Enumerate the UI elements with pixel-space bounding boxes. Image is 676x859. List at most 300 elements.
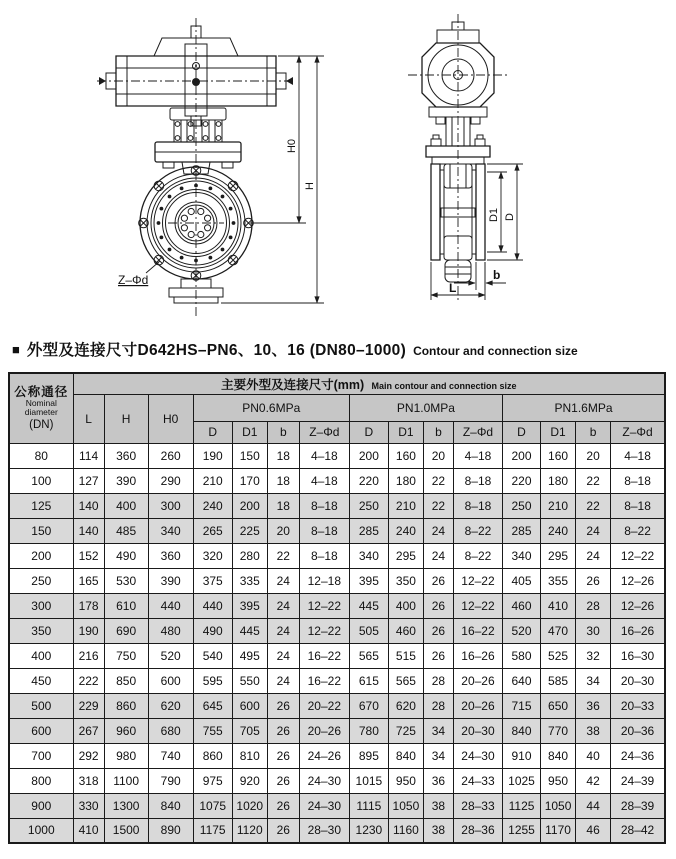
cell-dimension-value: 26: [267, 718, 299, 743]
cell-dimension-value: 1050: [388, 793, 423, 818]
cell-dimension-value: 22: [267, 543, 299, 568]
cell-dimension-value: 445: [232, 618, 267, 643]
cell-dimension-value: 330: [73, 793, 104, 818]
table-row: [9, 743, 665, 768]
cell-dimension-value: 12–22: [299, 593, 349, 618]
cell-dimension-value: 480: [148, 618, 193, 643]
dimension-table-body: [9, 443, 665, 843]
cell-dimension-value: 755: [193, 718, 232, 743]
cell-dimension-value: 140: [73, 518, 104, 543]
cell-dimension-value: 410: [541, 593, 576, 618]
cell-dimension-value: 16–22: [299, 668, 349, 693]
cell-dimension-value: 28: [423, 693, 453, 718]
group-header-pn16: PN1.6MPa: [503, 394, 666, 421]
cell-dimension-value: 28–36: [453, 818, 502, 843]
cell-dimension-value: 620: [148, 693, 193, 718]
sub-header-d: D: [349, 421, 388, 443]
cell-dimension-value: 860: [193, 743, 232, 768]
cell-dimension-value: 1020: [232, 793, 267, 818]
cell-dimension-value: 615: [349, 668, 388, 693]
cell-dimension-value: 22: [576, 468, 611, 493]
cell-dimension-value: 360: [148, 543, 193, 568]
cell-dimension-value: 12–22: [453, 568, 502, 593]
span-header-zh: 主要外型及连接尺寸(mm): [221, 377, 365, 392]
cell-dimension-value: 250: [503, 493, 541, 518]
cell-dimension-value: 470: [541, 618, 576, 643]
cell-dimension-value: 395: [349, 568, 388, 593]
cell-dimension-value: 8–18: [453, 493, 502, 518]
nominal-diameter-zh: 公称通径: [14, 384, 69, 399]
valve-side-view: [408, 14, 508, 302]
cell-dimension-value: 1025: [503, 768, 541, 793]
nominal-diameter-unit: (DN): [29, 418, 54, 431]
cell-dimension-value: 690: [104, 618, 148, 643]
cell-dimension-value: 12–26: [611, 568, 665, 593]
cell-dimension-value: 20–33: [611, 693, 665, 718]
dim-label-d: D: [504, 213, 516, 221]
cell-dimension-value: 34: [423, 718, 453, 743]
main-dimensions-span-header: [73, 373, 665, 394]
cell-dimension-value: 515: [388, 643, 423, 668]
cell-dimension-value: 20–30: [611, 668, 665, 693]
cell-dimension-value: 300: [148, 493, 193, 518]
cell-dimension-value: 24: [576, 518, 611, 543]
cell-dimension-value: 16–26: [453, 643, 502, 668]
cell-dimension-value: 1115: [349, 793, 388, 818]
cell-dimension-value: 292: [73, 743, 104, 768]
cell-dimension-value: 18: [267, 443, 299, 468]
cell-nominal-diameter: 700: [9, 743, 73, 768]
cell-dimension-value: 895: [349, 743, 388, 768]
cell-dimension-value: 210: [541, 493, 576, 518]
cell-dimension-value: 8–18: [299, 543, 349, 568]
cell-dimension-value: 26: [423, 568, 453, 593]
technical-drawings: [0, 0, 676, 334]
cell-dimension-value: 360: [104, 443, 148, 468]
cell-dimension-value: 295: [388, 543, 423, 568]
cell-dimension-value: 595: [193, 668, 232, 693]
table-row: [9, 718, 665, 743]
cell-dimension-value: 24–30: [299, 768, 349, 793]
cell-dimension-value: 610: [104, 593, 148, 618]
cell-dimension-value: 440: [148, 593, 193, 618]
cell-dimension-value: 170: [232, 468, 267, 493]
cell-nominal-diameter: 900: [9, 793, 73, 818]
table-row: [9, 518, 665, 543]
cell-dimension-value: 810: [232, 743, 267, 768]
cell-dimension-value: 460: [388, 618, 423, 643]
cell-dimension-value: 840: [388, 743, 423, 768]
col-header-l: L: [73, 394, 104, 443]
cell-dimension-value: 26: [267, 793, 299, 818]
cell-dimension-value: 1100: [104, 768, 148, 793]
cell-dimension-value: 890: [148, 818, 193, 843]
cell-dimension-value: 24–26: [299, 743, 349, 768]
cell-dimension-value: 950: [541, 768, 576, 793]
cell-dimension-value: 180: [388, 468, 423, 493]
nominal-diameter-en: Nominal diameter: [24, 397, 58, 417]
cell-dimension-value: 34: [576, 668, 611, 693]
cell-dimension-value: 265: [193, 518, 232, 543]
cell-dimension-value: 180: [541, 468, 576, 493]
cell-dimension-value: 216: [73, 643, 104, 668]
cell-dimension-value: 20: [576, 443, 611, 468]
cell-dimension-value: 495: [232, 643, 267, 668]
cell-dimension-value: 38: [423, 818, 453, 843]
cell-dimension-value: 1300: [104, 793, 148, 818]
front-view-dimensions: [118, 56, 324, 303]
cell-dimension-value: 240: [193, 493, 232, 518]
cell-dimension-value: 8–18: [299, 493, 349, 518]
cell-dimension-value: 267: [73, 718, 104, 743]
cell-nominal-diameter: 100: [9, 468, 73, 493]
cell-nominal-diameter: 1000: [9, 818, 73, 843]
cell-dimension-value: 680: [148, 718, 193, 743]
cell-dimension-value: 24–36: [611, 743, 665, 768]
cell-dimension-value: 24: [267, 568, 299, 593]
cell-dimension-value: 520: [148, 643, 193, 668]
table-row: [9, 793, 665, 818]
sub-header-d: D: [503, 421, 541, 443]
cell-dimension-value: 580: [503, 643, 541, 668]
table-row: [9, 668, 665, 693]
sub-header-b: b: [423, 421, 453, 443]
sub-header-z-phi-d: Z–Φd: [611, 421, 665, 443]
cell-dimension-value: 790: [148, 768, 193, 793]
cell-dimension-value: 295: [541, 543, 576, 568]
cell-dimension-value: 860: [104, 693, 148, 718]
heading-square-marker: ■: [12, 342, 20, 357]
cell-nominal-diameter: 125: [9, 493, 73, 518]
cell-dimension-value: 16–26: [611, 618, 665, 643]
cell-dimension-value: 980: [104, 743, 148, 768]
cell-dimension-value: 44: [576, 793, 611, 818]
table-row: [9, 643, 665, 668]
table-row: [9, 593, 665, 618]
cell-nominal-diameter: 300: [9, 593, 73, 618]
cell-dimension-value: 210: [193, 468, 232, 493]
dim-label-d1: D1: [488, 207, 500, 223]
cell-dimension-value: 850: [104, 668, 148, 693]
cell-dimension-value: 1050: [541, 793, 576, 818]
cell-dimension-value: 290: [148, 468, 193, 493]
cell-dimension-value: 36: [423, 768, 453, 793]
cell-dimension-value: 220: [503, 468, 541, 493]
cell-dimension-value: 1230: [349, 818, 388, 843]
table-row: [9, 468, 665, 493]
cell-dimension-value: 222: [73, 668, 104, 693]
cell-dimension-value: 318: [73, 768, 104, 793]
cell-dimension-value: 12–18: [299, 568, 349, 593]
cell-dimension-value: 4–18: [299, 443, 349, 468]
cell-dimension-value: 410: [73, 818, 104, 843]
cell-dimension-value: 20–26: [299, 718, 349, 743]
sub-header-d: D: [193, 421, 232, 443]
cell-dimension-value: 400: [104, 493, 148, 518]
cell-dimension-value: 28–33: [453, 793, 502, 818]
cell-dimension-value: 8–18: [453, 468, 502, 493]
dim-label-h: H: [304, 182, 316, 190]
cell-dimension-value: 24: [423, 543, 453, 568]
cell-dimension-value: 8–18: [611, 493, 665, 518]
cell-dimension-value: 250: [349, 493, 388, 518]
cell-dimension-value: 585: [541, 668, 576, 693]
cell-dimension-value: 16–30: [611, 643, 665, 668]
cell-dimension-value: 40: [576, 743, 611, 768]
cell-dimension-value: 24–30: [453, 743, 502, 768]
valve-front-view: [97, 18, 295, 316]
cell-dimension-value: 150: [232, 443, 267, 468]
cell-dimension-value: 46: [576, 818, 611, 843]
cell-dimension-value: 240: [388, 518, 423, 543]
cell-dimension-value: 26: [267, 693, 299, 718]
cell-dimension-value: 200: [232, 493, 267, 518]
cell-dimension-value: 620: [388, 693, 423, 718]
table-row: [9, 768, 665, 793]
cell-dimension-value: 24: [423, 518, 453, 543]
cell-dimension-value: 1500: [104, 818, 148, 843]
cell-dimension-value: 280: [232, 543, 267, 568]
cell-dimension-value: 600: [232, 693, 267, 718]
cell-dimension-value: 390: [104, 468, 148, 493]
cell-dimension-value: 16–22: [453, 618, 502, 643]
cell-dimension-value: 34: [423, 743, 453, 768]
cell-dimension-value: 285: [503, 518, 541, 543]
sub-header-d1: D1: [232, 421, 267, 443]
cell-dimension-value: 840: [541, 743, 576, 768]
cell-dimension-value: 340: [148, 518, 193, 543]
dimension-table-head: [9, 373, 665, 443]
cell-dimension-value: 1175: [193, 818, 232, 843]
cell-dimension-value: 190: [193, 443, 232, 468]
cell-dimension-value: 530: [104, 568, 148, 593]
cell-dimension-value: 225: [232, 518, 267, 543]
cell-dimension-value: 960: [104, 718, 148, 743]
cell-dimension-value: 1015: [349, 768, 388, 793]
cell-dimension-value: 1125: [503, 793, 541, 818]
cell-dimension-value: 640: [503, 668, 541, 693]
cell-dimension-value: 210: [388, 493, 423, 518]
cell-dimension-value: 28–42: [611, 818, 665, 843]
cell-dimension-value: 400: [388, 593, 423, 618]
cell-dimension-value: 525: [541, 643, 576, 668]
cell-dimension-value: 24: [267, 668, 299, 693]
cell-dimension-value: 320: [193, 543, 232, 568]
cell-dimension-value: 8–22: [453, 543, 502, 568]
sub-header-d1: D1: [388, 421, 423, 443]
cell-dimension-value: 375: [193, 568, 232, 593]
cell-dimension-value: 26: [423, 643, 453, 668]
cell-dimension-value: 8–22: [453, 518, 502, 543]
valve-drawings-svg: [0, 0, 676, 334]
cell-dimension-value: 670: [349, 693, 388, 718]
cell-dimension-value: 30: [576, 618, 611, 643]
table-row: [9, 818, 665, 843]
cell-nominal-diameter: 500: [9, 693, 73, 718]
cell-dimension-value: 440: [193, 593, 232, 618]
cell-dimension-value: 20–26: [453, 668, 502, 693]
cell-dimension-value: 26: [267, 768, 299, 793]
section-heading: [0, 334, 676, 360]
cell-dimension-value: 28–39: [611, 793, 665, 818]
cell-dimension-value: 490: [193, 618, 232, 643]
cell-dimension-value: 20–26: [453, 693, 502, 718]
table-row: [9, 618, 665, 643]
span-header-en: Main contour and connection size: [371, 380, 517, 391]
cell-dimension-value: 340: [349, 543, 388, 568]
cell-dimension-value: 4–18: [299, 468, 349, 493]
cell-dimension-value: 24: [267, 618, 299, 643]
cell-dimension-value: 160: [541, 443, 576, 468]
cell-dimension-value: 28–30: [299, 818, 349, 843]
cell-dimension-value: 750: [104, 643, 148, 668]
cell-dimension-value: 335: [232, 568, 267, 593]
cell-dimension-value: 715: [503, 693, 541, 718]
cell-nominal-diameter: 80: [9, 443, 73, 468]
group-header-pn10: PN1.0MPa: [349, 394, 502, 421]
cell-dimension-value: 340: [503, 543, 541, 568]
cell-dimension-value: 950: [388, 768, 423, 793]
cell-dimension-value: 160: [388, 443, 423, 468]
cell-dimension-value: 22: [423, 468, 453, 493]
cell-nominal-diameter: 400: [9, 643, 73, 668]
cell-dimension-value: 26: [576, 568, 611, 593]
cell-dimension-value: 114: [73, 443, 104, 468]
dim-label-b: b: [493, 268, 501, 282]
cell-dimension-value: 200: [503, 443, 541, 468]
cell-dimension-value: 32: [576, 643, 611, 668]
col-header-h: H: [104, 394, 148, 443]
cell-dimension-value: 8–22: [611, 518, 665, 543]
cell-dimension-value: 12–22: [611, 543, 665, 568]
cell-dimension-value: 229: [73, 693, 104, 718]
cell-dimension-value: 12–22: [453, 593, 502, 618]
cell-dimension-value: 20: [423, 443, 453, 468]
cell-nominal-diameter: 350: [9, 618, 73, 643]
cell-dimension-value: 565: [349, 643, 388, 668]
cell-dimension-value: 22: [576, 493, 611, 518]
cell-dimension-value: 285: [349, 518, 388, 543]
side-view-dimensions: [431, 164, 523, 300]
cell-dimension-value: 178: [73, 593, 104, 618]
dim-label-z-phi-d: Z–Φd: [118, 273, 149, 287]
dim-label-h0: H0: [286, 138, 298, 154]
cell-dimension-value: 22: [423, 493, 453, 518]
dim-label-l: L: [449, 281, 457, 295]
cell-dimension-value: 24–30: [299, 793, 349, 818]
cell-dimension-value: 127: [73, 468, 104, 493]
cell-dimension-value: 152: [73, 543, 104, 568]
cell-dimension-value: 38: [423, 793, 453, 818]
cell-dimension-value: 520: [503, 618, 541, 643]
cell-nominal-diameter: 450: [9, 668, 73, 693]
cell-dimension-value: 1075: [193, 793, 232, 818]
cell-dimension-value: 600: [148, 668, 193, 693]
col-header-nominal-diameter: [9, 373, 73, 443]
cell-dimension-value: 18: [267, 468, 299, 493]
cell-dimension-value: 1170: [541, 818, 576, 843]
cell-dimension-value: 24: [267, 593, 299, 618]
cell-dimension-value: 645: [193, 693, 232, 718]
cell-dimension-value: 8–18: [611, 468, 665, 493]
cell-dimension-value: 550: [232, 668, 267, 693]
cell-dimension-value: 26: [423, 618, 453, 643]
heading-title-zh: 外型及连接尺寸D642HS–PN6、10、16 (DN80–1000): [26, 342, 407, 359]
cell-dimension-value: 910: [503, 743, 541, 768]
cell-nominal-diameter: 600: [9, 718, 73, 743]
cell-dimension-value: 650: [541, 693, 576, 718]
cell-dimension-value: 16–22: [299, 643, 349, 668]
cell-dimension-value: 725: [388, 718, 423, 743]
sub-header-z-phi-d: Z–Φd: [299, 421, 349, 443]
cell-dimension-value: 840: [503, 718, 541, 743]
cell-dimension-value: 240: [541, 518, 576, 543]
cell-dimension-value: 24: [576, 543, 611, 568]
cell-dimension-value: 190: [73, 618, 104, 643]
cell-nominal-diameter: 250: [9, 568, 73, 593]
cell-dimension-value: 405: [503, 568, 541, 593]
cell-dimension-value: 1255: [503, 818, 541, 843]
cell-dimension-value: 740: [148, 743, 193, 768]
cell-dimension-value: 18: [267, 493, 299, 518]
cell-dimension-value: 165: [73, 568, 104, 593]
cell-dimension-value: 36: [576, 693, 611, 718]
group-header-pn06: PN0.6MPa: [193, 394, 349, 421]
cell-dimension-value: 26: [267, 743, 299, 768]
sub-header-b: b: [576, 421, 611, 443]
dimension-table: [8, 372, 666, 844]
cell-dimension-value: 24–33: [453, 768, 502, 793]
table-row: [9, 568, 665, 593]
cell-dimension-value: 20: [267, 518, 299, 543]
cell-dimension-value: 38: [576, 718, 611, 743]
cell-dimension-value: 445: [349, 593, 388, 618]
cell-dimension-value: 460: [503, 593, 541, 618]
cell-dimension-value: 490: [104, 543, 148, 568]
cell-dimension-value: 705: [232, 718, 267, 743]
cell-dimension-value: 8–18: [299, 518, 349, 543]
col-header-h0: H0: [148, 394, 193, 443]
cell-dimension-value: 26: [267, 818, 299, 843]
table-row: [9, 693, 665, 718]
cell-dimension-value: 395: [232, 593, 267, 618]
cell-dimension-value: 4–18: [453, 443, 502, 468]
table-row: [9, 443, 665, 468]
cell-dimension-value: 26: [423, 593, 453, 618]
table-row: [9, 543, 665, 568]
cell-dimension-value: 24: [267, 643, 299, 668]
cell-dimension-value: 220: [349, 468, 388, 493]
cell-dimension-value: 1120: [232, 818, 267, 843]
sub-header-b: b: [267, 421, 299, 443]
cell-dimension-value: 24–39: [611, 768, 665, 793]
sub-header-d1: D1: [541, 421, 576, 443]
cell-dimension-value: 140: [73, 493, 104, 518]
cell-dimension-value: 975: [193, 768, 232, 793]
cell-dimension-value: 20–22: [299, 693, 349, 718]
cell-dimension-value: 390: [148, 568, 193, 593]
cell-nominal-diameter: 800: [9, 768, 73, 793]
cell-dimension-value: 355: [541, 568, 576, 593]
cell-dimension-value: 12–26: [611, 593, 665, 618]
cell-dimension-value: 350: [388, 568, 423, 593]
cell-dimension-value: 28: [576, 593, 611, 618]
heading-title-en: Contour and connection size: [413, 344, 578, 358]
cell-dimension-value: 920: [232, 768, 267, 793]
cell-dimension-value: 28: [423, 668, 453, 693]
cell-dimension-value: 780: [349, 718, 388, 743]
table-row: [9, 493, 665, 518]
